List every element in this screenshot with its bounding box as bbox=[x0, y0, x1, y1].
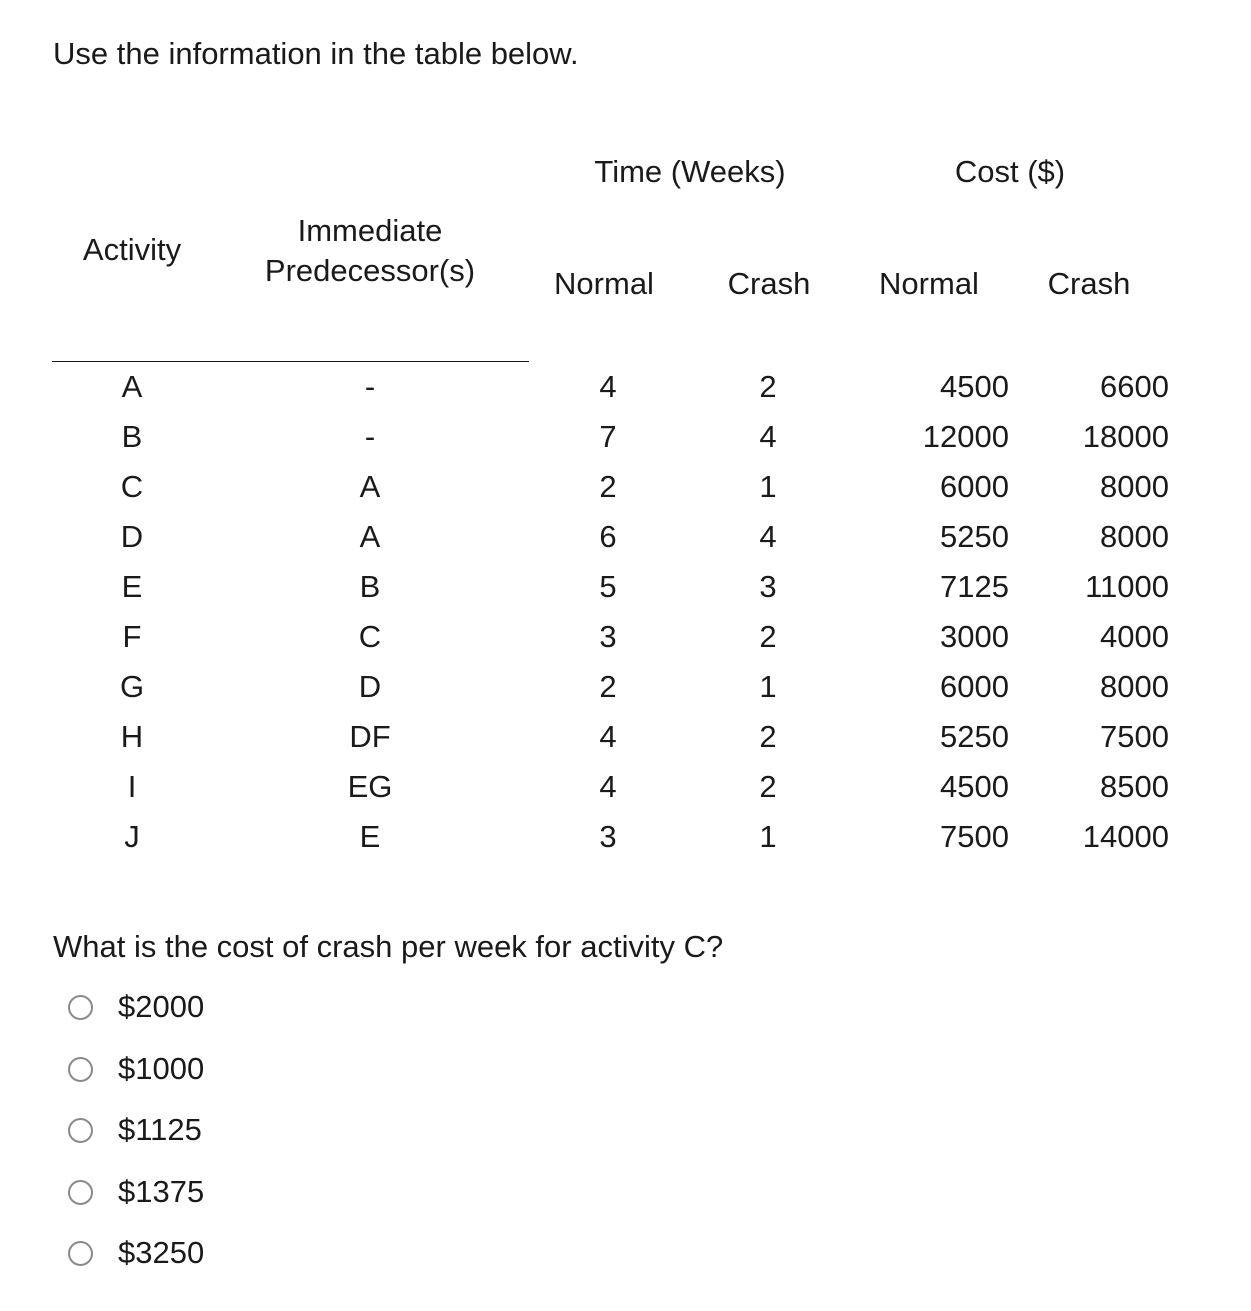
cell-cost-crash: 11000 bbox=[1085, 569, 1169, 604]
option-label: $3250 bbox=[118, 1235, 205, 1270]
header-predecessor-line2: Predecessor(s) bbox=[264, 253, 476, 288]
cell-activity: G bbox=[119, 669, 145, 704]
question-text: What is the cost of crash per week for activity C? bbox=[53, 929, 724, 964]
cell-cost-normal: 5250 bbox=[940, 519, 1009, 554]
answer-option[interactable] bbox=[68, 1233, 204, 1273]
cell-time-crash: 4 bbox=[759, 519, 777, 554]
cell-predecessor: D bbox=[358, 669, 382, 704]
cell-time-crash: 2 bbox=[759, 769, 777, 804]
radio-button[interactable] bbox=[68, 1180, 93, 1205]
cell-cost-normal: 12000 bbox=[922, 419, 1009, 454]
cell-time-normal: 4 bbox=[599, 769, 617, 804]
cell-time-crash: 1 bbox=[759, 819, 777, 854]
cell-cost-crash: 4000 bbox=[1100, 619, 1169, 654]
cell-cost-crash: 8000 bbox=[1100, 669, 1169, 704]
radio-button[interactable] bbox=[68, 995, 93, 1020]
cell-cost-normal: 3000 bbox=[940, 619, 1009, 654]
answer-option[interactable] bbox=[68, 1172, 204, 1212]
cell-activity: I bbox=[127, 769, 137, 804]
cell-predecessor: B bbox=[359, 569, 381, 604]
cell-activity: A bbox=[121, 369, 143, 404]
cell-cost-normal: 7500 bbox=[940, 819, 1009, 854]
cell-time-normal: 3 bbox=[599, 819, 617, 854]
cell-time-normal: 4 bbox=[599, 369, 617, 404]
cell-cost-normal: 5250 bbox=[940, 719, 1009, 754]
cell-time-crash: 1 bbox=[759, 669, 777, 704]
option-label: $1375 bbox=[118, 1174, 205, 1209]
table-row bbox=[0, 462, 1251, 512]
cell-time-normal: 2 bbox=[599, 669, 617, 704]
header-cost-normal: Normal bbox=[879, 266, 979, 301]
cell-time-normal: 6 bbox=[599, 519, 617, 554]
cell-activity: C bbox=[120, 469, 144, 504]
cell-time-crash: 4 bbox=[759, 419, 777, 454]
answer-option[interactable] bbox=[68, 1110, 202, 1150]
cell-cost-normal: 4500 bbox=[940, 769, 1009, 804]
cell-time-normal: 7 bbox=[599, 419, 617, 454]
cell-cost-normal: 7125 bbox=[940, 569, 1009, 604]
cell-time-crash: 2 bbox=[759, 619, 777, 654]
table-row bbox=[0, 612, 1251, 662]
table-row bbox=[0, 812, 1251, 862]
cell-activity: J bbox=[124, 819, 140, 854]
header-activity: Activity bbox=[82, 232, 182, 267]
cell-predecessor: EG bbox=[347, 769, 393, 804]
header-time-normal: Normal bbox=[554, 266, 654, 301]
table-row bbox=[0, 362, 1251, 412]
radio-button[interactable] bbox=[68, 1118, 93, 1143]
cell-activity: B bbox=[121, 419, 143, 454]
cell-time-normal: 4 bbox=[599, 719, 617, 754]
header-predecessor-line1: Immediate bbox=[297, 213, 443, 248]
cell-cost-crash: 6600 bbox=[1100, 369, 1169, 404]
intro-text: Use the information in the table below. bbox=[53, 36, 579, 71]
cell-predecessor: - bbox=[364, 419, 376, 454]
cell-activity: H bbox=[120, 719, 144, 754]
cell-predecessor: - bbox=[364, 369, 376, 404]
cell-predecessor: A bbox=[359, 519, 381, 554]
cell-time-crash: 1 bbox=[759, 469, 777, 504]
cell-activity: D bbox=[120, 519, 144, 554]
cell-time-normal: 2 bbox=[599, 469, 617, 504]
option-label: $1125 bbox=[118, 1112, 202, 1147]
header-time-group: Time (Weeks) bbox=[594, 154, 786, 189]
header-cost-group: Cost ($) bbox=[954, 154, 1066, 189]
table-row bbox=[0, 562, 1251, 612]
answer-option[interactable] bbox=[68, 1049, 204, 1089]
table-row bbox=[0, 762, 1251, 812]
cell-cost-normal: 6000 bbox=[940, 669, 1009, 704]
radio-button[interactable] bbox=[68, 1241, 93, 1266]
cell-activity: F bbox=[122, 619, 142, 654]
option-label: $2000 bbox=[118, 989, 205, 1024]
table-row bbox=[0, 412, 1251, 462]
cell-time-crash: 2 bbox=[759, 369, 777, 404]
radio-button[interactable] bbox=[68, 1057, 93, 1082]
header-cost-crash: Crash bbox=[1047, 266, 1131, 301]
answer-option[interactable] bbox=[68, 987, 204, 1027]
cell-cost-crash: 8500 bbox=[1100, 769, 1169, 804]
cell-activity: E bbox=[121, 569, 143, 604]
table-row bbox=[0, 512, 1251, 562]
cell-time-crash: 3 bbox=[759, 569, 777, 604]
cell-cost-crash: 18000 bbox=[1082, 419, 1169, 454]
cell-cost-crash: 8000 bbox=[1100, 519, 1169, 554]
cell-cost-crash: 7500 bbox=[1100, 719, 1169, 754]
cell-predecessor: DF bbox=[349, 719, 391, 754]
cell-cost-crash: 8000 bbox=[1100, 469, 1169, 504]
cell-time-normal: 3 bbox=[599, 619, 617, 654]
header-predecessor bbox=[240, 211, 500, 291]
table-row bbox=[0, 662, 1251, 712]
header-time-crash: Crash bbox=[727, 266, 811, 301]
table-row bbox=[0, 712, 1251, 762]
option-label: $1000 bbox=[118, 1051, 205, 1086]
cell-predecessor: C bbox=[358, 619, 382, 654]
cell-predecessor: E bbox=[359, 819, 381, 854]
cell-cost-normal: 6000 bbox=[940, 469, 1009, 504]
cell-time-crash: 2 bbox=[759, 719, 777, 754]
cell-cost-crash: 14000 bbox=[1082, 819, 1169, 854]
cell-cost-normal: 4500 bbox=[940, 369, 1009, 404]
cell-time-normal: 5 bbox=[599, 569, 617, 604]
cell-predecessor: A bbox=[359, 469, 381, 504]
